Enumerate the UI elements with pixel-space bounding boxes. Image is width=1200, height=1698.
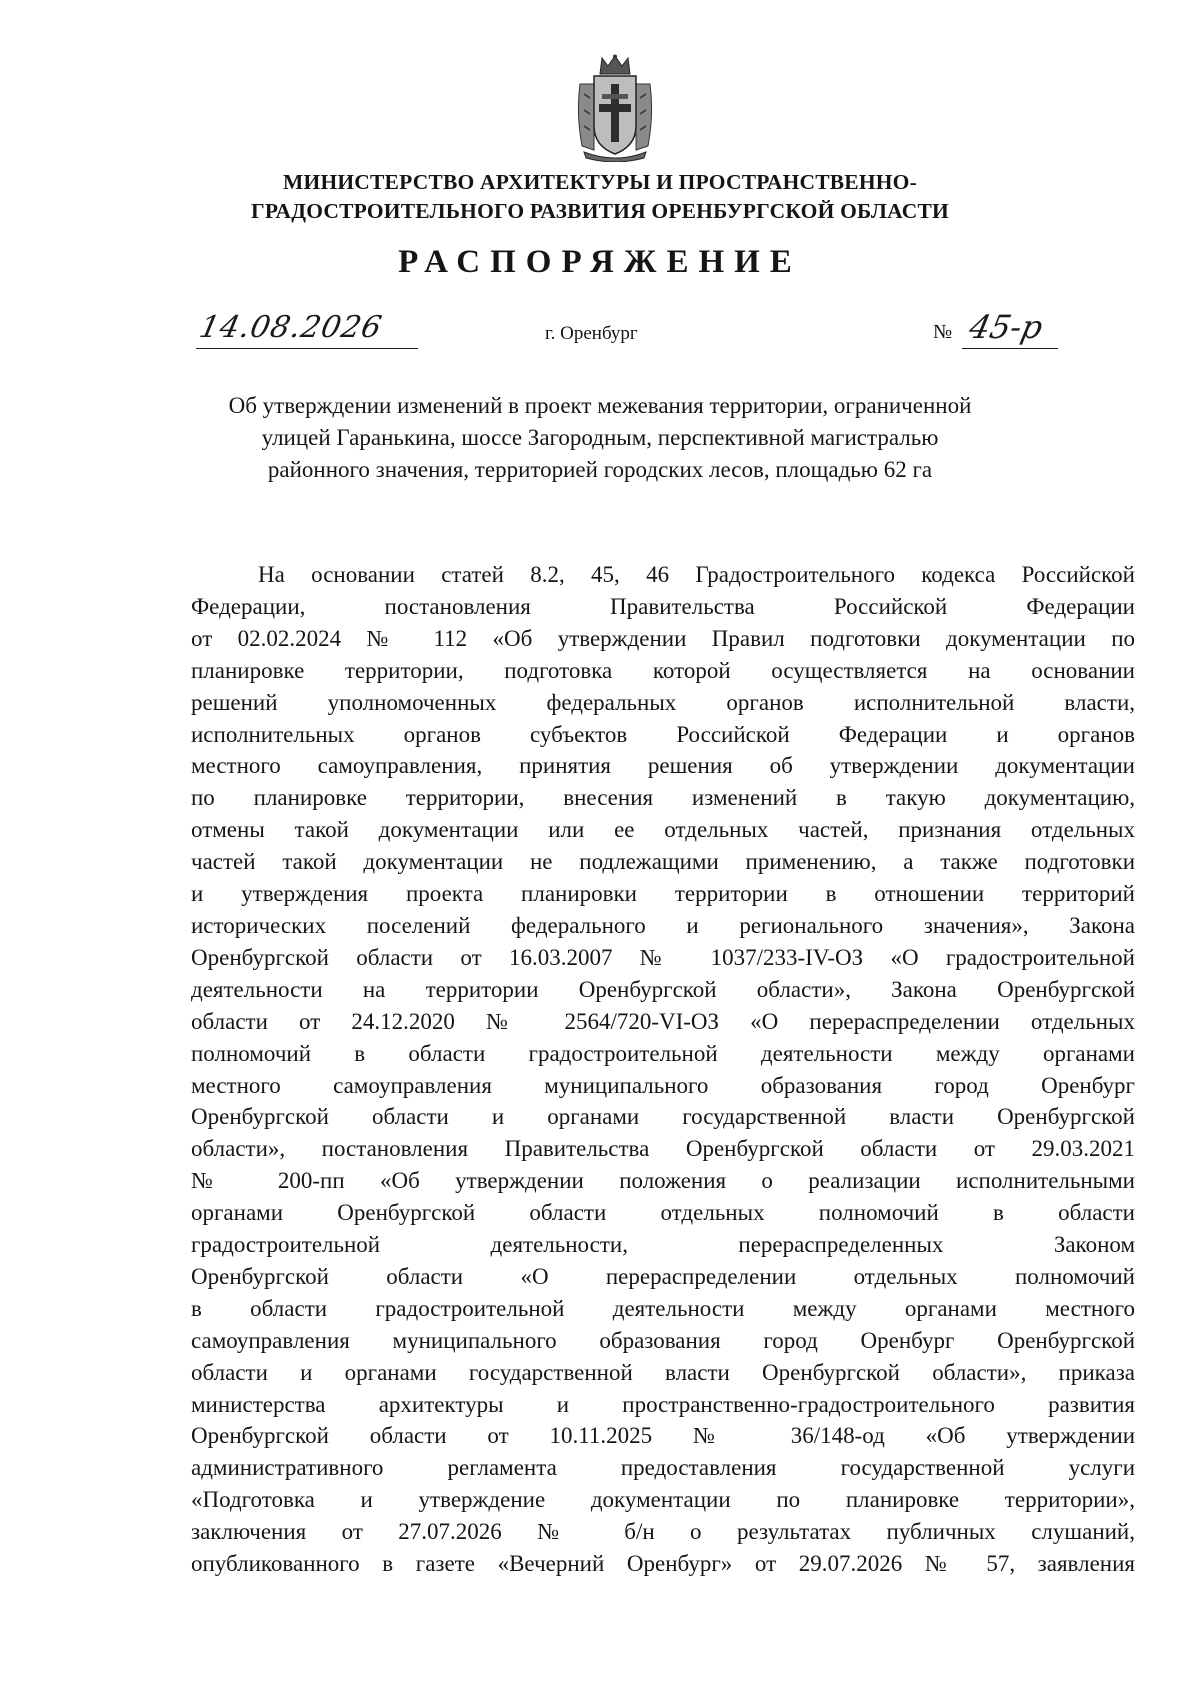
body-line: органами Оренбургской области отдельных полномочий в области xyxy=(191,1200,1135,1226)
body-line: министерства архитектуры и пространственно-градостроительного развития xyxy=(191,1391,1135,1417)
body-line: области», постановления Правительства Оренбургской области от 29.03.2021 xyxy=(191,1136,1135,1162)
body-line: «Подготовка и утверждение документации по планировке территории», xyxy=(191,1487,1135,1513)
body-line: области от 24.12.2020 № 2564/720-VI-ОЗ «О перераспределении отдельных xyxy=(191,1008,1135,1034)
ministry-line-1: МИНИСТЕРСТВО АРХИТЕКТУРЫ И ПРОСТРАНСТВЕННО- xyxy=(283,170,917,194)
body-line: Оренбургской области от 16.03.2007 № 1037/233-IV-ОЗ «О градостроительной xyxy=(191,944,1135,970)
subject-line: Об утверждении изменений в проект межевания территории, ограниченной xyxy=(228,393,972,418)
body-line: деятельности на территории Оренбургской области», Закона Оренбургской xyxy=(191,976,1135,1002)
body-line: исполнительных органов субъектов Российской Федерации и органов xyxy=(191,721,1135,747)
body-line: частей такой документации не подлежащими применению, а также подготовки xyxy=(191,849,1135,875)
body-line: Федерации, постановления Правительства Российской Федерации xyxy=(191,593,1135,619)
document-subject xyxy=(160,390,1040,486)
number-sign: № xyxy=(933,321,953,343)
document-date: 14.08.2026 xyxy=(196,310,386,345)
document-number-field xyxy=(962,308,1058,349)
subject-line: улицей Гаранькина, шоссе Загородным, перспективной магистралью xyxy=(261,425,939,450)
body-line: самоуправления муниципального образования город Оренбург Оренбургской xyxy=(191,1327,1135,1353)
body-line: Оренбургской области и органами государственной власти Оренбургской xyxy=(191,1104,1135,1130)
body-line: опубликованного в газете «Вечерний Оренбург» от 29.07.2026 № 57, заявления xyxy=(191,1551,1135,1577)
body-line: от 02.02.2024 № 112 «Об утверждении Правил подготовки документации по xyxy=(191,625,1135,651)
document-date-field xyxy=(196,312,418,349)
body-line: местного самоуправления, принятия решения об утверждении документации xyxy=(191,753,1135,779)
body-line: планировке территории, подготовка которой осуществляется на основании xyxy=(191,657,1135,683)
body-line: и утверждения проекта планировки территории в отношении территорий xyxy=(191,881,1135,907)
body-line: решений уполномоченных федеральных органов исполнительной власти, xyxy=(191,689,1135,715)
body-line: Оренбургской области от 10.11.2025 № 36/148-од «Об утверждении xyxy=(191,1423,1135,1449)
document-type-title: РАСПОРЯЖЕНИЕ xyxy=(398,244,802,280)
body-line: полномочий в области градостроительной деятельности между органами xyxy=(191,1040,1135,1066)
body-line: Оренбургской области «О перераспределении отдельных полномочий xyxy=(191,1263,1135,1289)
document-number: 45-р xyxy=(965,308,1047,346)
body-line: исторических поселений федерального и регионального значения», Закона xyxy=(191,912,1135,938)
body-line: в области градостроительной деятельности между органами местного xyxy=(191,1295,1135,1321)
body-line: области и органами государственной власти Оренбургской области», приказа xyxy=(191,1359,1135,1385)
body-line: по планировке территории, внесения изменений в такую документацию, xyxy=(191,785,1135,811)
subject-line: районного значения, территорией городских лесов, площадью 62 га xyxy=(267,457,933,482)
coat-of-arms-icon xyxy=(572,54,658,162)
body-line: местного самоуправления муниципального образования город Оренбург xyxy=(191,1072,1135,1098)
body-line: № 200-пп «Об утверждении положения о реализации исполнительными xyxy=(191,1168,1135,1194)
document-city: г. Оренбург xyxy=(545,323,638,344)
document-body xyxy=(191,559,1135,1580)
body-line: отмены такой документации или ее отдельных частей, признания отдельных xyxy=(191,817,1135,843)
body-line: заключения от 27.07.2026 № б/н о результатах публичных слушаний, xyxy=(191,1519,1135,1545)
ministry-name xyxy=(150,168,1050,226)
body-line: административного регламента предоставления государственной услуги xyxy=(191,1455,1135,1481)
body-line: градостроительной деятельности, перераспределенных Законом xyxy=(191,1232,1135,1258)
body-line: На основании статей 8.2, 45, 46 Градостроительного кодекса Российской xyxy=(258,562,1135,587)
ministry-line-2: ГРАДОСТРОИТЕЛЬНОГО РАЗВИТИЯ ОРЕНБУРГСКОЙ ОБЛАСТИ xyxy=(251,199,949,223)
